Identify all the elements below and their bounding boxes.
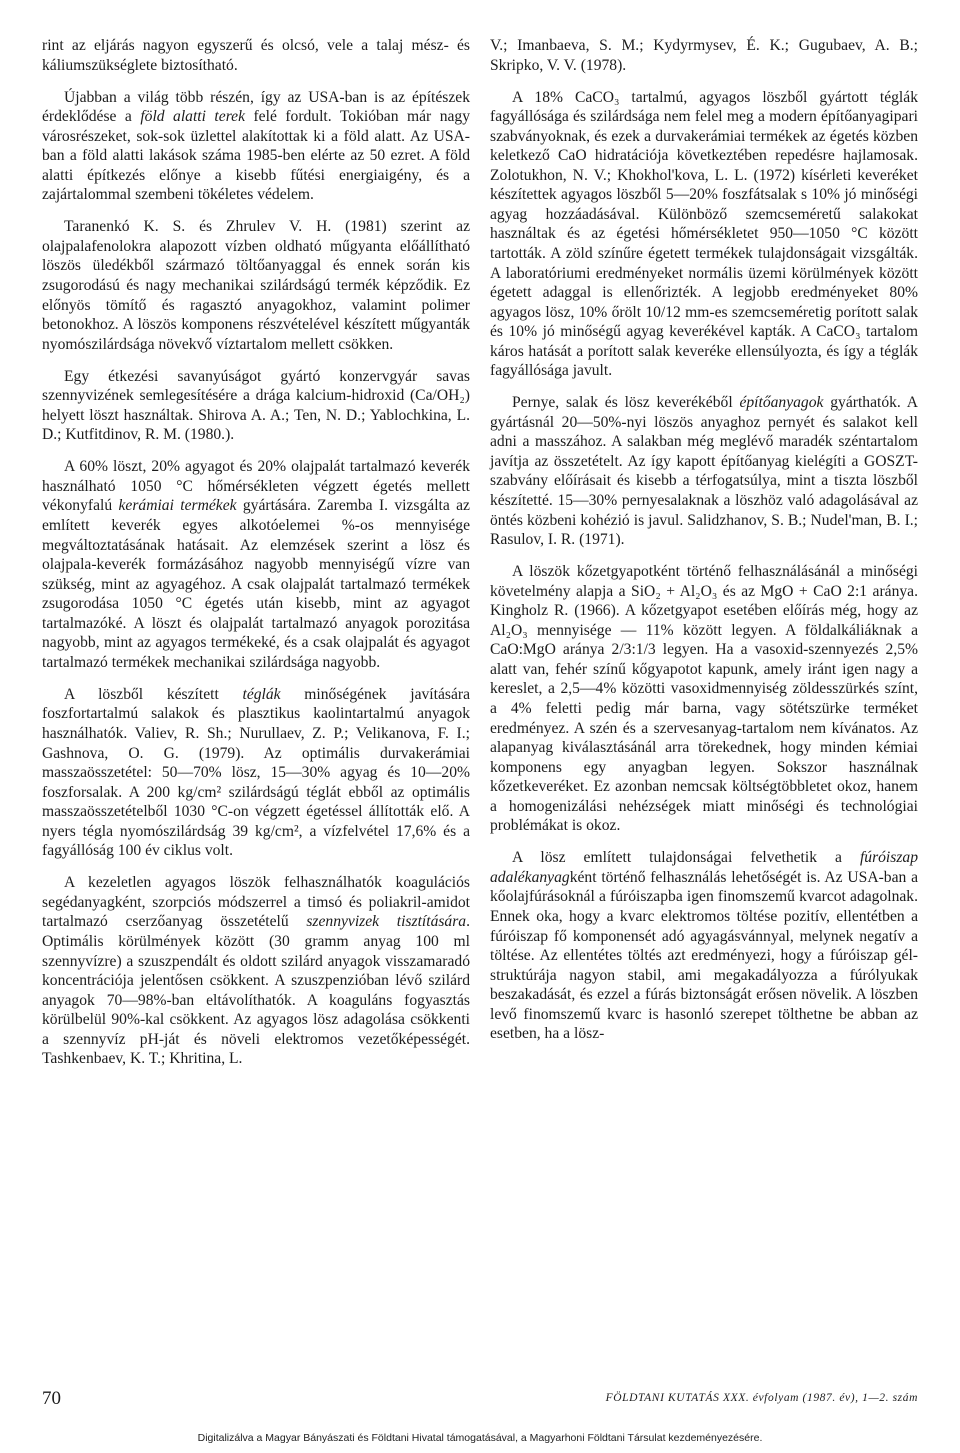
continued-paragraph: rint az eljárás nagyon egyszerű és olcsó, vele a talaj mész- és káliumszükséglete biztosítható. xyxy=(42,37,470,74)
body-paragraph xyxy=(42,873,470,1068)
text-run: minőségének javítására foszfortartalmú salakok és plasztikus kaolintartalmú anyagok használhatók. Valiev, R. Sh.; Nurullaev, Z. P.; Velikanova, F. I.; Gashnova, O. G. (1979). Az optimális durvakerámiai masszaösszetétel: 50—70% lösz, 15—30% agyag és 10—20% foszforsalak. A 200 kg/cm² szilárdságú téglát ebből az optimális masszaösszetételből 1030 °C-on végzett égetéssel állították elő. A nyers tégla nyomószilárdság 39 kg/cm², a vízfelvétel 17,6% és a fagyállóság 100 év ciklus volt. xyxy=(42,685,470,860)
right-column xyxy=(490,36,918,1056)
text-run: . Optimális körülmények között (30 gramm anyag 100 ml szennyvízre) a szuszpendált és oldott szilárd anyagok visszamaradó koncentrációja jelentősen csökkent. A szuszpenzióban lévő szilárd anyagok 70—98%-ban eltávolíthatók. A koaguláns fogyasztás körülbelül 90%-kal csökkent. Az agyagos lösz adagolása csökkenti a szennyvíz pH-ját és növeli elektromos vezetőképességét. Tashkenbaev, K. T.; Khritina, L. xyxy=(42,913,471,1068)
italic-term: építőanyagok xyxy=(739,394,824,412)
body-paragraph xyxy=(490,393,918,549)
body-paragraph: Egy étkezési savanyúságot gyártó konzervgyár savas szennyvizének semlegesítésére a drága kalcium-hidroxid (Ca/OH₂) helyett löszt használtak. Shirova A. A.; Ten, N. D.; Yablochkina, L. D.; Kutfitdinov, R. M. (1980.). xyxy=(42,367,470,444)
body-paragraph: Taranenkó K. S. és Zhrulev V. H. (1981) szerint az olajpalafenolokra alapozott vízben oldható műgyanta előállítható löszös üledékből származó töltőanyaggal és ennek során kis zsugorodású és nagy mechanikai szilárdságú termék képződik. Ez előnyös tömítő és ragasztó anyagokhoz, valamint polimer betonokhoz. A löszös komponens részvételével készített műgyanták nyomószilárdsága növekvő víztartalom mellett csökken. xyxy=(42,218,470,353)
journal-info: FÖLDTANI KUTATÁS XXX. évfolyam (1987. év), 1—2. szám xyxy=(605,1392,918,1404)
body-paragraph: A löszök kőzetgyapotként történő felhasználásánál a minőségi követelmény alapja a SiO₂ + Al₂O₃ és az MgO + CaO 2:1 aránya. Kingholz R. (1966). A kőzetgyapot esetében előírás még, hogy az Al₂O₃ mennyisége — 11% között legyen. A földalkáliáknak a CaO:MgO aránya 2/3:1/3 legyen. Ha a vasoxid-szennyezés 2,5% alatt van, fehér színű kőgyapotot kapunk, amely iránt igen nagy a kereslet, a 2,5—4% közötti vasoxidmennyiség zöldesszürkés színt, a 4% feletti pedig már barna, vagy sötétszürke terméket eredményez. A szén és a szervesanyag-tartalom nem kívánatos. Az alapanyag kiválasztásánál arra törekednek, hogy minden kémiai komponens egy anyagban legyen. Sokszor használnak kőzetkeveréket. Ez azonban nemcsak költségtöbbletet okoz, hanem a homogenizálási nehézségek miatt minőségi és technológiai problémákat is okoz. xyxy=(490,563,918,835)
body-paragraph xyxy=(490,848,918,1043)
page-number: 70 xyxy=(42,1388,61,1409)
text-run: gyárthatók. A gyártásnál 20—50%-nyi löszös anyaghoz pernyét és salakot kell adni a masszához. A salakban még meglévő maradék széntartalom javítja az összetételt. Az így kapott építőanyag kielégíti a GOSZT-szabvány előírásait és kisebb a térfogatsúlya, mint a tiszta löszből készítetté. 15—30% pernyesalaknak a löszhöz való adagolásával az öntés közbeni kohézió is javul. Salidzhanov, S. B.; Nudel'man, B. I.; Rasulov, I. R. (1971). xyxy=(490,394,918,549)
italic-term: föld alatti terek xyxy=(140,108,246,126)
text-run: Pernye, salak és lösz keverékéből xyxy=(512,394,740,412)
text-run: A kezeletlen agyagos löszök felhasználhatók koagulációs segédanyagként, szorpciós módszerrel a timsó és poliakril-amidot tartalmazó cserzőanyag összetételű xyxy=(42,874,470,931)
body-paragraph xyxy=(42,457,470,672)
digitization-note: Digitalizálva a Magyar Bányászati és Földtani Hivatal támogatásával, a Magyarhoni Földtani Társulat kezdeményezésére. xyxy=(197,1432,763,1444)
text-run: A löszből készített xyxy=(64,685,243,703)
italic-term: szennyvizek tisztítására xyxy=(306,913,467,931)
page-footer xyxy=(0,1388,960,1412)
text-run: A 60% löszt, 20% agyagot és 20% olajpalát tartalmazó keverék használható 1050 °C hőmérsékleten végzett égetés mellett vékonyfalú xyxy=(42,458,470,515)
text-run: ként történő felhasználás lehetőségét is. Az USA-ban a kőolajfúrásoknál a fúróiszapba igen finomszemű kvarcot adagolnak. Ennek oka, hogy a kvarc elektromos töltése pozitív, ellentétben a fúróiszap fő komponensét adó agyagásvánnyal, melynek negatív a töltése. Az ellentétes töltés azt eredményezi, hogy a fúróiszap gél-struktúrája nagyon stabil, ami megakadályozza a fúrólyukak beszakadását, és ezzel a fúrás biztonságát erősen növelik. A löszben levő finomszemű kvarc is hasonló szerepet tölthetne be abban az esetben, ha a lösz- xyxy=(490,868,918,1043)
text-run: A lösz említett tulajdonságai felvethetik a xyxy=(512,849,860,867)
body-paragraph xyxy=(42,685,470,861)
body-paragraph: A 18% CaCO₃ tartalmú, agyagos löszből gyártott téglák fagyállósága és szilárdsága nem felel meg a modern építőanyagipari szabványoknak, és ezek a durvakerámiai termékek az égetés közben keletkező CaO hidratációja következtében repedésre hajlamosak. Zolotukhon, N. V.; Khokhol'kova, L. L. (1972) kísérleti keveréket készítettek agyagos löszből 5—20% foszfátsalak s 10% jó minőségi agyag hozzáadásával. Különböző szemcseméretű salakokat használtak és az égetési hőmérsékletet 950—1050 °C között tartották. A zöld színűre égetett termékek tulajdonságait vizsgálták. A laboratóriumi eredményeket normális üzemi körülmények között égetett adaggal is ellenőrizték. A legjobb eredményeket 80% agyagos lösz, 10% őrölt 10/12 mm-es szemcseméretig porított salak és 10% jó minőségű agyag keverékével kapták. A CaCO₃ tartalom káros hatását a porított salak keveréke ellensúlyozta, és így a téglák fagyállósága javult. xyxy=(490,88,918,380)
text-run: felé fordult. Tokióban már nagy városrészeket, sok-sok üzlettel alakítottak ki a föld alatt. Az USA-ban a föld alatti lakások száma 1985-ben elérte az 50 ezret. A föld alatti építkezés előnye a kisebb fűtési energiaigény, és a zajártalommal szembeni tökéletes védelem. xyxy=(42,108,470,204)
italic-term: téglák xyxy=(242,685,281,703)
continued-paragraph: V.; Imanbaeva, S. M.; Kydyrmysev, É. K.; Gugubaev, A. B.; Skripko, V. V. (1978). xyxy=(490,37,918,74)
text-run: Újabban a világ több részén, így az USA-ban is az építészek érdeklődése a xyxy=(42,88,470,126)
body-paragraph xyxy=(42,88,470,205)
italic-term: fúróiszap adalékanyag xyxy=(490,849,918,886)
left-column xyxy=(42,36,470,1081)
italic-term: kerámiai termékek xyxy=(118,497,237,515)
text-run: gyártására. Zaremba I. vizsgálta az említett keverék egyes alkotóelemei %-os mennyisége megváltoztatásának hatásait. Az elemzések szerint a lösz és olajpala-keverék formázásához nagyobb mennyiségű vízre van szükség, mint az agyagéhoz. A csak olajpalát tartalmazó termékek zsugorodása 1050 °C égetés után kisebb, mint az agyagot tartalmazóké. A löszt és olajpalát tartalmazó anyagok porozitása nagyobb, mint az agyagos termékeké, és a csak olajpalát és agyagot tartalmazó termékek mechanikai szilárdsága nagyobb. xyxy=(42,497,470,671)
